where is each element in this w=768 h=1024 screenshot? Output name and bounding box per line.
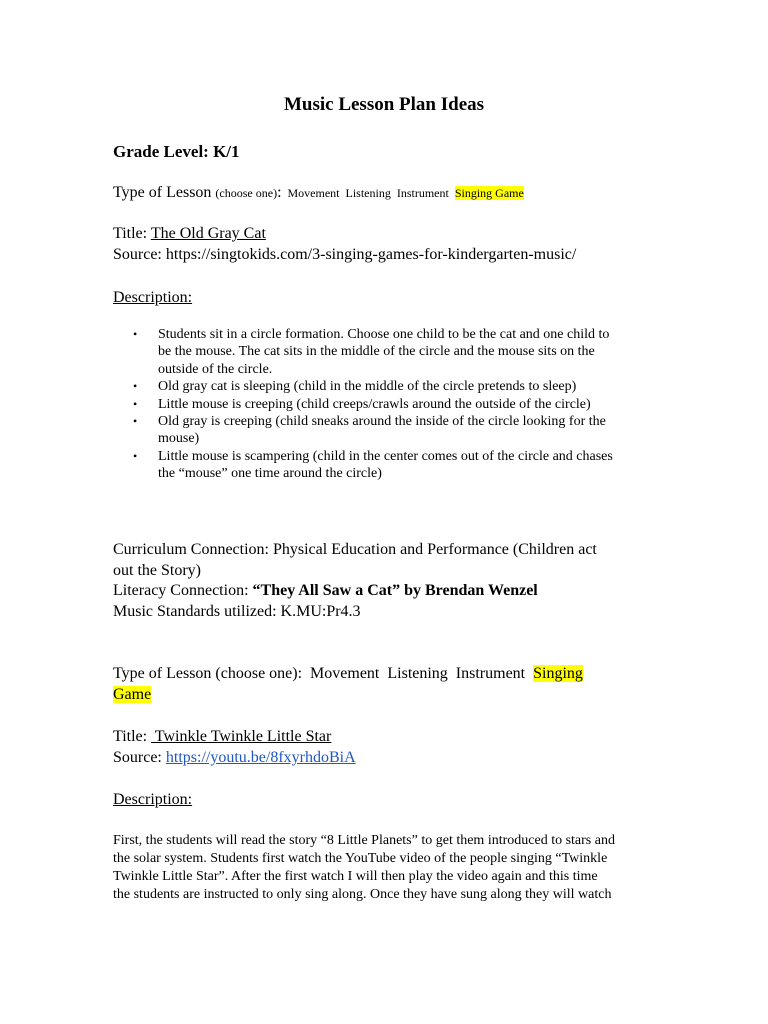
lesson2-source-line	[113, 749, 356, 767]
lesson1-type-options: Movement Listening Instrument	[281, 186, 455, 200]
lesson1-type-colon: :	[277, 184, 282, 201]
lesson2-title-label: Title:	[113, 728, 152, 745]
lesson1-literacy-line	[113, 582, 538, 600]
list-item-line: the “mouse” one time around the circle)	[158, 466, 382, 482]
paragraph-line: the students are instructed to only sing along. Once they have sung along they will watch	[113, 887, 612, 902]
lesson1-description-heading: Description:	[113, 289, 193, 306]
lesson1-type-label: Type of Lesson	[113, 184, 216, 201]
grade-level: Grade Level: K/1	[113, 142, 240, 161]
lesson2-type-selected-part2: Game	[113, 686, 152, 703]
lesson1-title-label: Title:	[113, 225, 151, 242]
lesson1-title-value: The Old Gray Cat	[150, 225, 266, 242]
lesson1-curriculum-line1: Curriculum Connection: Physical Education and Performance (Children act	[113, 541, 597, 558]
bullet-icon: •	[133, 396, 138, 411]
lesson2-source-label: Source:	[113, 749, 166, 766]
lesson1-curriculum-line2: out the Story)	[113, 562, 201, 579]
lesson1-source-label: Source:	[113, 246, 166, 263]
lesson2-type-text: Type of Lesson (choose one): Movement Listening Instrument	[113, 665, 534, 682]
lesson1-title-line	[113, 225, 266, 243]
lesson2-type-line	[113, 665, 583, 683]
paragraph-line: the solar system. Students first watch the YouTube video of the people singing “Twinkle	[113, 851, 608, 866]
lesson1-literacy-value: “They All Saw a Cat” by Brendan Wenzel	[252, 582, 538, 599]
paragraph-line: Twinkle Little Star”. After the first watch I will then play the video again and this time	[113, 869, 598, 884]
bullet-icon: •	[133, 327, 138, 341]
lesson2-type-selected-part1: Singing	[533, 665, 583, 682]
lesson1-source-line	[113, 246, 576, 264]
list-item-line: outside of the circle.	[158, 361, 273, 377]
bullet-icon: •	[133, 448, 138, 463]
lesson1-description-list	[133, 326, 673, 483]
list-item-line: Little mouse is scampering (child in the center comes out of the circle and chases	[158, 448, 613, 464]
lesson2-title-line	[113, 728, 331, 746]
document-title: Music Lesson Plan Ideas	[283, 94, 485, 115]
lesson2-type-line-wrap	[113, 686, 151, 704]
bullet-icon: •	[133, 379, 138, 394]
lesson2-description-heading: Description:	[113, 791, 193, 808]
lesson1-standards: Music Standards utilized: K.MU:Pr4.3	[113, 603, 361, 620]
list-item	[133, 396, 673, 413]
list-item-line: be the mouse. The cat sits in the middle of the circle and the mouse sits on the	[158, 344, 595, 360]
lesson1-source-value: https://singtokids.com/3-singing-games-for-kindergarten-music/	[165, 246, 577, 263]
bullet-icon: •	[133, 414, 138, 429]
lesson2-source-link[interactable]: https://youtu.be/8fxyrhdoBiA	[165, 749, 356, 766]
list-item-line: mouse)	[158, 431, 200, 447]
paragraph-line: First, the students will read the story “8 Little Planets” to get them introduced to stars and	[113, 833, 615, 848]
lesson1-type-selected: Singing Game	[454, 186, 524, 200]
list-item-line: Old gray is creeping (child sneaks around the inside of the circle looking for the	[158, 414, 606, 430]
lesson2-description-paragraph	[113, 832, 658, 904]
lesson1-type-choose: (choose one)	[215, 186, 278, 200]
lesson2-title-value: Twinkle Twinkle Little Star	[151, 728, 332, 745]
list-item	[133, 378, 673, 395]
list-item-line: Students sit in a circle formation. Choose one child to be the cat and one child to	[158, 327, 610, 342]
lesson1-type-line	[113, 184, 524, 202]
list-item	[133, 448, 673, 483]
list-item	[133, 413, 673, 448]
list-item	[133, 326, 673, 378]
list-item-line: Little mouse is creeping (child creeps/crawls around the outside of the circle)	[158, 396, 591, 412]
list-item-line: Old gray cat is sleeping (child in the middle of the circle pretends to sleep)	[158, 379, 577, 395]
lesson1-literacy-label: Literacy Connection:	[113, 582, 253, 599]
